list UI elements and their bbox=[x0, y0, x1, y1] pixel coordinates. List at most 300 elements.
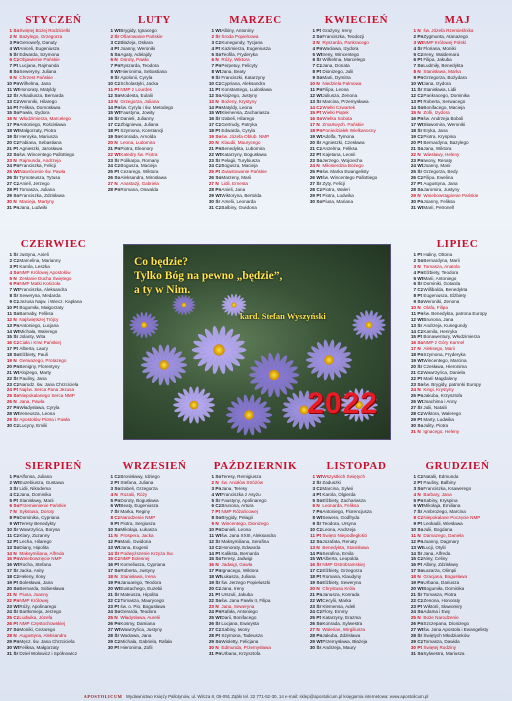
day-number: 27 bbox=[6, 627, 12, 633]
name-day: Genowefy, Danuty bbox=[19, 39, 57, 45]
name-day: Wielki Piątek bbox=[322, 110, 349, 116]
weekday: Pn bbox=[114, 63, 121, 69]
name-day: Marcina, Sylwii bbox=[322, 485, 354, 491]
weekday: Śr bbox=[316, 603, 322, 609]
day-number: 19 bbox=[410, 134, 416, 140]
day-number: 7 bbox=[413, 509, 416, 515]
name-day: Jana, Alfreda bbox=[423, 550, 451, 556]
name-day: Brygidy, Pelagii bbox=[221, 515, 253, 521]
day-number: 25 bbox=[208, 615, 214, 621]
month-december bbox=[407, 459, 508, 657]
name-day: Wniebowzięcie NMP bbox=[19, 556, 62, 562]
name-day: Julii, Natalii bbox=[423, 405, 447, 411]
day-number: 3 bbox=[9, 263, 12, 269]
month-june bbox=[3, 237, 104, 429]
name-day: Ignacego, Heleny bbox=[423, 428, 460, 434]
name-day: Euzebiusza, Gustawa bbox=[19, 479, 64, 485]
weekday: N bbox=[316, 503, 320, 509]
day-number: 13 bbox=[410, 322, 416, 328]
name-day: Szymona, Fryderyka bbox=[423, 352, 466, 358]
day-number: 10 bbox=[208, 527, 214, 533]
weekday: Pn bbox=[316, 86, 323, 92]
day-number: 7 bbox=[211, 509, 214, 515]
weekday: Cz bbox=[215, 585, 222, 591]
day-number: 15 bbox=[6, 556, 12, 562]
name-day: Klemensa, Adeli bbox=[322, 603, 356, 609]
name-day: Jana, Ludwiki bbox=[19, 204, 48, 210]
name-day: Pauliny, Jana bbox=[19, 375, 47, 381]
name-day: Jezusa Najw. i Wiecz. Kapłana bbox=[19, 299, 82, 305]
name-day: Danieli, Julianny bbox=[120, 116, 154, 122]
weekday: Pt bbox=[417, 603, 422, 609]
name-day: Jana, Seweryna bbox=[221, 603, 255, 609]
name-day: Konstantego, Ludosława bbox=[221, 86, 272, 92]
weekday: Wt bbox=[114, 503, 121, 509]
weekday: Śr bbox=[13, 568, 19, 574]
weekday: Pn bbox=[417, 198, 424, 204]
day-number: 29 bbox=[6, 638, 12, 644]
day-number: 30 bbox=[107, 644, 113, 650]
day-number: 11 bbox=[411, 86, 416, 92]
weekday: Cz bbox=[316, 609, 323, 615]
name-day: Joanny, Feliksa bbox=[423, 198, 455, 204]
name-day: Franciszka, Ksawerego bbox=[423, 485, 472, 491]
weekday: Wt bbox=[13, 328, 20, 334]
day-number: 29 bbox=[208, 192, 214, 198]
name-day: NMP z Lourdes bbox=[120, 86, 152, 92]
name-day: Kamila, Henryka bbox=[423, 328, 458, 334]
day-number: 22 bbox=[410, 375, 416, 381]
name-day: Serafina, Emila bbox=[322, 550, 354, 556]
weekday: Śr bbox=[215, 621, 221, 627]
name-day: Nawrócenie św. Pawła bbox=[19, 169, 66, 175]
weekday: Śr bbox=[13, 51, 19, 57]
weekday: Cz bbox=[215, 503, 222, 509]
weekday: N bbox=[114, 181, 118, 187]
weekday: So bbox=[417, 381, 424, 387]
weekday: Pt bbox=[417, 375, 422, 381]
weekday: So bbox=[13, 310, 20, 316]
weekday: Pn bbox=[13, 281, 20, 287]
day-number: 2 bbox=[413, 257, 416, 263]
name-day: Niedziela Palmowa bbox=[322, 81, 362, 87]
name-day: Podwyższenie Krzyża Św. bbox=[120, 550, 174, 556]
weekday: Pn bbox=[13, 122, 20, 128]
day-number: 5 bbox=[9, 275, 12, 281]
weekday: Śr bbox=[417, 363, 423, 369]
weekday: Pn bbox=[316, 591, 323, 597]
day-number: 16 bbox=[6, 116, 12, 122]
name-day: Lucjana, Rajmunda bbox=[19, 63, 59, 69]
weekday: Pt bbox=[417, 181, 422, 187]
weekday: Śr bbox=[13, 375, 19, 381]
weekday: So bbox=[417, 299, 424, 305]
weekday: So bbox=[114, 175, 121, 181]
day-number: 8 bbox=[9, 69, 12, 75]
month-july bbox=[407, 237, 508, 435]
name-day: Eryka, Jana bbox=[423, 128, 448, 134]
day-number: 19 bbox=[6, 580, 12, 586]
weekday: So bbox=[316, 538, 323, 544]
name-day: Seweryna, Medarda bbox=[19, 293, 61, 299]
weekday: So bbox=[13, 28, 20, 33]
day-number: 4 bbox=[413, 45, 416, 51]
weekday: Pt bbox=[417, 293, 422, 299]
weekday: Pn bbox=[417, 580, 424, 586]
name-day: Jana, Donata bbox=[322, 63, 350, 69]
day-number: 17 bbox=[309, 568, 315, 574]
day-number: 1 bbox=[211, 28, 214, 33]
weekday: Śr bbox=[13, 650, 19, 656]
weekday: Wt bbox=[13, 369, 20, 375]
name-day: Marty, Ludwika bbox=[423, 416, 454, 422]
name-day: Alberta, Leopolda bbox=[322, 556, 359, 562]
name-day: Wielka Sobota bbox=[322, 116, 353, 122]
day-number: 10 bbox=[107, 81, 113, 87]
day-number: 20 bbox=[107, 585, 113, 591]
name-day: Władysława, Cyryla bbox=[19, 405, 60, 411]
name-day: Przemysława, Błażeja bbox=[322, 638, 368, 644]
name-day: Katedry św. Piotra bbox=[120, 151, 158, 157]
day-number: 30 bbox=[208, 644, 214, 650]
day-number: 2 bbox=[9, 33, 12, 39]
day-number: 3 bbox=[312, 39, 315, 45]
day-number: 2 bbox=[211, 33, 214, 39]
name-day: św. Brygidy, patronki Europy bbox=[423, 381, 482, 387]
day-row bbox=[407, 651, 508, 657]
publisher-info: Wydawnictwo Księży Pallotynów, ul. Wilcza 8, 05-091 Ząbki tel. 22 771-52-30, 14 e-mail: sklep@apostolicum.pl księgarnia internetowa: www.apostolicum.pl bbox=[125, 694, 429, 699]
weekday: Cz bbox=[417, 556, 424, 562]
day-number: 25 bbox=[410, 169, 416, 175]
name-day: Marii, Petronell bbox=[423, 204, 455, 210]
name-day: Jadwigi, Gawła bbox=[221, 562, 253, 568]
month-title: MAJ bbox=[444, 14, 471, 26]
weekday: So bbox=[13, 393, 20, 399]
weekday: So bbox=[114, 527, 121, 533]
name-day: Dominika, Cypriana bbox=[19, 515, 60, 521]
name-day: Filipa, Leona bbox=[322, 86, 349, 92]
day-number: 11 bbox=[411, 310, 416, 316]
weekday: Wt bbox=[316, 556, 323, 562]
weekday: So bbox=[417, 609, 424, 615]
day-number: 12 bbox=[309, 538, 315, 544]
weekday: Cz bbox=[316, 145, 323, 151]
name-day: Wacława, Jana bbox=[120, 633, 152, 639]
weekday: Pt bbox=[417, 416, 422, 422]
weekday: N bbox=[215, 479, 219, 485]
weekday: Śr bbox=[316, 98, 322, 104]
weekday: Pn bbox=[13, 363, 20, 369]
day-number: 9 bbox=[110, 75, 113, 81]
month-january bbox=[3, 13, 104, 211]
weekday: N bbox=[316, 122, 320, 128]
weekday: So bbox=[316, 75, 323, 81]
day-number: 12 bbox=[107, 92, 113, 98]
weekday: Wt bbox=[114, 544, 121, 550]
day-number: 6 bbox=[9, 503, 12, 509]
name-day: Tymoteusza, Tytusa bbox=[19, 175, 61, 181]
weekday: Pt bbox=[13, 538, 18, 544]
name-day: Teodora, Ursyna bbox=[322, 521, 357, 527]
name-day: Wincentego, Marcina bbox=[423, 358, 467, 364]
day-number: 16 bbox=[410, 562, 416, 568]
day-number: 21 bbox=[208, 591, 214, 597]
weekday: Cz bbox=[215, 544, 222, 550]
name-day: Sylwestra, Mariusza bbox=[423, 650, 465, 656]
name-day: Jerzego, Wojciecha bbox=[322, 157, 363, 163]
day-number: 4 bbox=[211, 491, 214, 497]
weekday: Pt bbox=[13, 621, 18, 627]
day-number: 14 bbox=[410, 104, 416, 110]
day-number: 20 bbox=[410, 139, 416, 145]
day-number: 15 bbox=[208, 556, 214, 562]
day-number: 8 bbox=[211, 69, 214, 75]
day-number: 26 bbox=[208, 175, 214, 181]
month-november bbox=[306, 459, 407, 651]
publisher-footer bbox=[0, 692, 512, 701]
day-number: 23 bbox=[309, 603, 315, 609]
day-number: 25 bbox=[107, 169, 113, 175]
day-number: 25 bbox=[410, 615, 416, 621]
day-number: 30 bbox=[410, 644, 416, 650]
month-days bbox=[3, 474, 104, 657]
day-number: 31 bbox=[410, 650, 416, 656]
day-number: 20 bbox=[208, 139, 214, 145]
weekday: So bbox=[114, 134, 121, 140]
day-number: 9 bbox=[9, 299, 12, 305]
name-day: Franciszka z Asyżu bbox=[221, 491, 261, 497]
name-day: Adama i Ewy bbox=[423, 609, 451, 615]
weekday: So bbox=[13, 585, 20, 591]
year-title: 2022 bbox=[307, 387, 378, 420]
weekday: Pn bbox=[13, 322, 20, 328]
weekday: Pt bbox=[114, 479, 119, 485]
day-number: 30 bbox=[309, 644, 315, 650]
weekday: So bbox=[417, 187, 424, 193]
weekday: Śr bbox=[114, 33, 120, 39]
name-day: Szymona, Konstancji bbox=[120, 128, 164, 134]
name-day: Wawrzyńca, Borysa bbox=[19, 527, 60, 533]
day-number: 11 bbox=[310, 86, 315, 92]
weekday: Pt bbox=[215, 128, 220, 134]
day-number: 15 bbox=[309, 110, 315, 116]
name-day: Róży, Wiktora bbox=[221, 57, 250, 63]
name-day: Bernarda, Sobiesława bbox=[19, 585, 65, 591]
day-number: 22 bbox=[309, 597, 315, 603]
name-day: Agnieszki, Czesława bbox=[322, 139, 365, 145]
name-day: Czesława, Hieronima bbox=[423, 363, 467, 369]
weekday: Pn bbox=[215, 650, 222, 656]
name-day: Pauliny, Balbiny bbox=[423, 479, 456, 485]
day-number: 29 bbox=[410, 638, 416, 644]
weekday: Pt bbox=[316, 532, 321, 538]
day-number: 19 bbox=[107, 580, 113, 586]
day-number: 26 bbox=[107, 175, 113, 181]
day-number: 19 bbox=[107, 134, 113, 140]
day-number: 13 bbox=[6, 544, 12, 550]
weekday: So bbox=[13, 151, 20, 157]
day-number: 5 bbox=[413, 275, 416, 281]
day-number: 23 bbox=[6, 157, 12, 163]
name-day: Gerwazego, Protazego bbox=[19, 358, 67, 364]
day-number: 20 bbox=[6, 363, 12, 369]
day-number: 25 bbox=[410, 393, 416, 399]
name-day: Anzelma, Feliksa bbox=[322, 145, 358, 151]
day-number: 23 bbox=[410, 603, 416, 609]
weekday: Wt bbox=[114, 627, 121, 633]
weekday: So bbox=[215, 51, 222, 57]
name-day: Bernardyna, Marii bbox=[423, 257, 460, 263]
quote-line: Co będzie? bbox=[134, 256, 188, 268]
day-row bbox=[104, 645, 205, 651]
day-number: 3 bbox=[211, 485, 214, 491]
name-day: Ambrożego, Marcina bbox=[423, 509, 466, 515]
name-day: Urbana, Krzysztofa bbox=[221, 650, 261, 656]
name-day: Franciszka, Felicji bbox=[19, 163, 56, 169]
weekday: Pt bbox=[417, 98, 422, 104]
day-number: 13 bbox=[410, 544, 416, 550]
weekday: So bbox=[13, 352, 20, 358]
weekday: Cz bbox=[114, 638, 121, 644]
day-number: 13 bbox=[6, 322, 12, 328]
weekday: Pt bbox=[316, 69, 321, 75]
name-day: Moniki, Cezarego bbox=[19, 627, 56, 633]
day-number: 12 bbox=[6, 92, 12, 98]
publisher-logo: APOSTOLICUM bbox=[83, 694, 123, 699]
day-number: 19 bbox=[208, 580, 214, 586]
name-day: Środa Popielcowa bbox=[221, 33, 259, 39]
name-day: Romana, Oswalda bbox=[120, 187, 159, 193]
month-days bbox=[407, 252, 508, 435]
month-days bbox=[306, 474, 407, 651]
day-number: 1 bbox=[9, 252, 12, 257]
name-day: Aniceli, Eugeniusza bbox=[19, 45, 60, 51]
weekday: N bbox=[13, 157, 17, 163]
name-day: Lecha, Hilarego bbox=[19, 538, 52, 544]
weekday: Wt bbox=[215, 69, 222, 75]
weekday: Cz bbox=[417, 474, 424, 479]
name-day: Lucyny, Emilii bbox=[19, 422, 48, 428]
day-row bbox=[306, 645, 407, 651]
weekday: Śr bbox=[13, 134, 19, 140]
weekday: So bbox=[13, 627, 20, 633]
day-number: 13 bbox=[208, 544, 214, 550]
name-day: Jolanty, Wita bbox=[19, 334, 46, 340]
weekday: Śr bbox=[13, 485, 19, 491]
weekday: Śr bbox=[13, 527, 19, 533]
weekday: Śr bbox=[215, 580, 221, 586]
day-number: 26 bbox=[309, 175, 315, 181]
name-day: Zaduszki bbox=[322, 479, 341, 485]
day-number: 2 bbox=[9, 257, 12, 263]
weekday: N bbox=[316, 81, 320, 87]
weekday: Pt bbox=[114, 644, 119, 650]
name-day: Eustachego, Euzebii bbox=[120, 585, 163, 591]
day-number: 15 bbox=[208, 110, 214, 116]
day-number: 12 bbox=[410, 316, 416, 322]
weekday: Cz bbox=[417, 638, 424, 644]
name-day: Natalii, Edmunda bbox=[423, 474, 459, 479]
weekday: Wt bbox=[13, 603, 20, 609]
weekday: So bbox=[215, 597, 222, 603]
weekday: Pt bbox=[316, 491, 321, 497]
weekday: So bbox=[215, 638, 222, 644]
name-day: Antoniego, Florencjusza bbox=[322, 509, 372, 515]
day-row bbox=[104, 187, 205, 193]
weekday: N bbox=[13, 198, 17, 204]
day-number: 7 bbox=[9, 287, 12, 293]
weekday: N bbox=[417, 69, 421, 75]
day-number: 28 bbox=[6, 411, 12, 417]
weekday: N bbox=[13, 316, 17, 322]
name-day: Franciszki, Katarzyny bbox=[221, 75, 266, 81]
day-number: 5 bbox=[110, 51, 113, 57]
name-day: Bonawentury, Włodzimierza bbox=[423, 334, 480, 340]
weekday: Śr bbox=[114, 157, 120, 163]
day-number: 14 bbox=[208, 550, 214, 556]
weekday: Śr bbox=[215, 157, 221, 163]
weekday: Śr bbox=[114, 116, 120, 122]
name-day: Włodzimierza, Marcelego bbox=[19, 116, 71, 122]
name-day: Karola, Olgierda bbox=[322, 491, 356, 497]
weekday: Wt bbox=[316, 92, 323, 98]
weekday: Pn bbox=[417, 310, 424, 316]
name-day: Zyty, Felicji bbox=[322, 181, 346, 187]
weekday: Wt bbox=[417, 627, 424, 633]
weekday: Pn bbox=[13, 39, 20, 45]
name-day: Antoniego, Lucjana bbox=[19, 322, 59, 328]
day-number: 11 bbox=[209, 86, 214, 92]
name-day: Chrystusa Króla bbox=[322, 585, 356, 591]
day-number: 2 bbox=[413, 479, 416, 485]
name-day: Albiny, Antoniny bbox=[221, 28, 254, 33]
name-day: Michała, Walerego bbox=[19, 328, 58, 334]
day-number: 17 bbox=[107, 568, 113, 574]
day-number: 20 bbox=[6, 585, 12, 591]
weekday: N bbox=[417, 532, 421, 538]
weekday: Pn bbox=[114, 104, 121, 110]
day-number: 25 bbox=[6, 615, 12, 621]
name-day: Katarzyny, Erazma bbox=[322, 615, 361, 621]
day-number: 31 bbox=[6, 650, 12, 656]
weekday: Wt bbox=[13, 45, 20, 51]
name-day: Chrzest Pańskie bbox=[19, 75, 53, 81]
name-day: Benedykta, Lubomira bbox=[221, 145, 265, 151]
name-day: Leona, Andrzeja bbox=[322, 527, 356, 533]
day-number: 22 bbox=[107, 597, 113, 603]
day-number: 14 bbox=[107, 550, 113, 556]
name-day: NMP Bolesnej bbox=[120, 556, 150, 562]
day-number: 2 bbox=[211, 479, 214, 485]
day-number: 27 bbox=[107, 627, 113, 633]
quote-author: kard. Stefan Wyszyński bbox=[240, 311, 326, 321]
weekday: Pt bbox=[316, 28, 321, 33]
day-number: 7 bbox=[110, 63, 113, 69]
weekday: Pn bbox=[417, 33, 424, 39]
day-number: 16 bbox=[208, 116, 214, 122]
name-day: Elżbiety, Zachariasza bbox=[322, 497, 366, 503]
day-number: 24 bbox=[6, 609, 12, 615]
name-day: Amelii, Leonarda bbox=[221, 198, 256, 204]
weekday: So bbox=[417, 104, 424, 110]
day-number: 28 bbox=[410, 411, 416, 417]
name-day: Joanny, Marii bbox=[423, 163, 451, 169]
name-day: Pankracego, Dominika bbox=[423, 92, 470, 98]
name-day: Grażyny, Ireny bbox=[322, 28, 352, 33]
day-number: 12 bbox=[309, 92, 315, 98]
weekday: So bbox=[114, 609, 121, 615]
weekday: N bbox=[114, 139, 118, 145]
